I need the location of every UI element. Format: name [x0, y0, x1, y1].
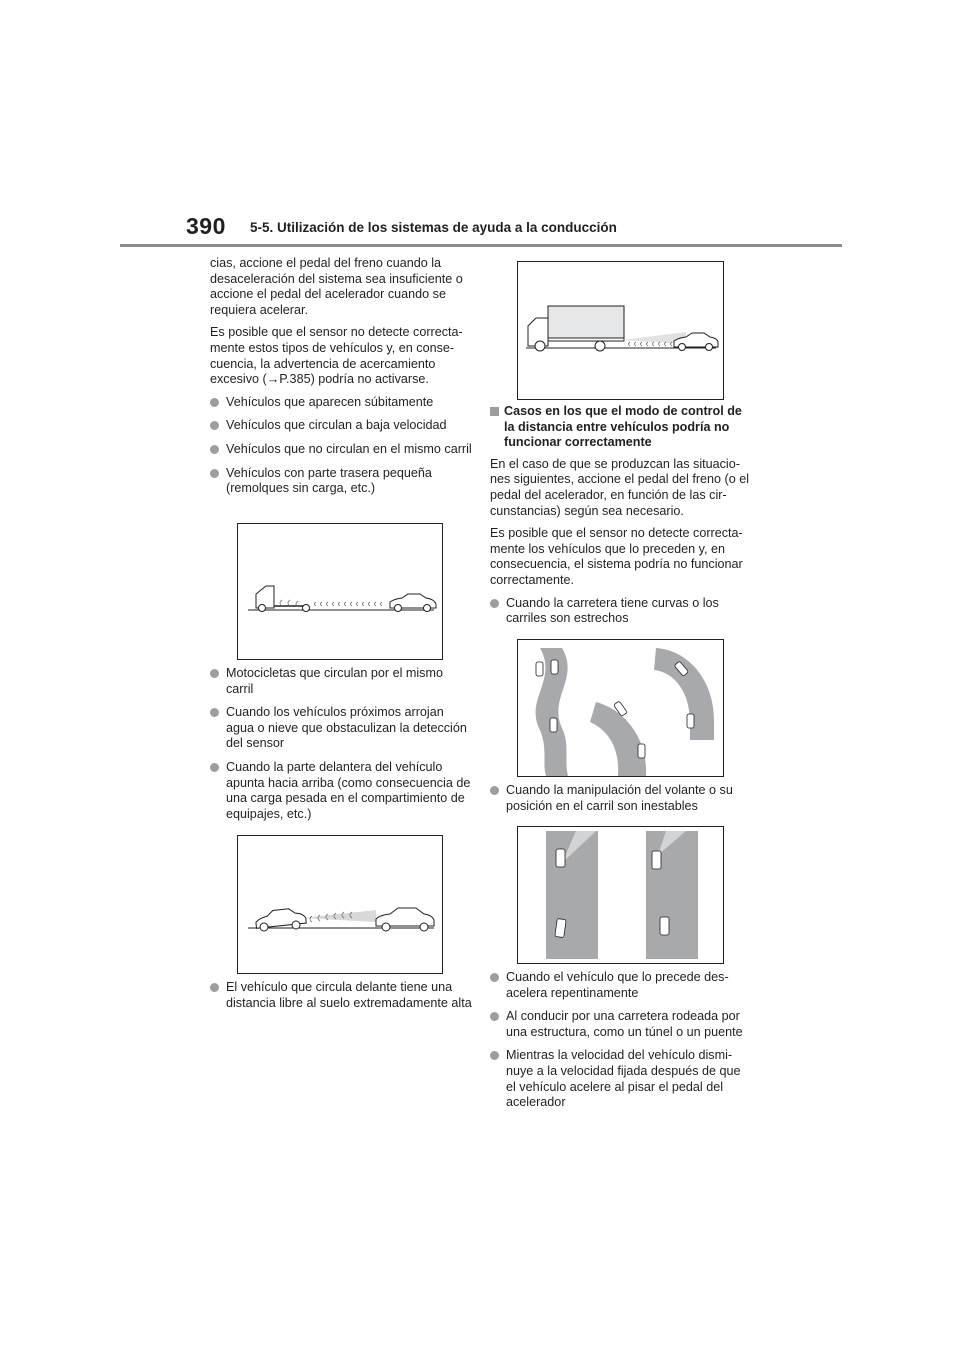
lane-position-illustration: [517, 826, 724, 964]
list-item: Vehículos que circulan a baja velocidad: [210, 418, 472, 434]
bullet-icon: [490, 599, 499, 608]
left-column-bullets-c: [210, 980, 472, 1019]
list-item: Vehículos que no circulan en el mismo carril: [210, 442, 472, 458]
bullet-icon: [210, 421, 219, 430]
section-title: 5-5. Utilización de los sistemas de ayuda a la conducción: [250, 220, 617, 235]
bullet-icon: [490, 973, 499, 982]
right-paragraph-1: En el caso de que se produzcan las situacio-nes siguientes, accione el pedal del freno (o el pedal del acelerador, en función de las cir-cunstancias) según sea necesario.: [490, 456, 750, 518]
list-item: El vehículo que circula delante tiene una distancia libre al suelo extremadamente alta: [210, 980, 472, 1011]
bullet-icon: [210, 398, 219, 407]
intro-paragraph-1: cias, accione el pedal del freno cuando la desaceleración del sistema sea insuficiente o accione el pedal del acelerador cuando se requiera acelerar.: [210, 256, 463, 317]
right-column: [490, 404, 752, 635]
list-item: Mientras la velocidad del vehículo dismi-nuye a la velocidad fijada después de que el vehículo acelere al pisar el pedal del acelerador: [490, 1048, 752, 1110]
list-item: Vehículos con parte trasera pequeña (remolques sin carga, etc.): [210, 466, 472, 497]
bullet-list-a: [210, 395, 472, 497]
square-bullet-icon: [490, 407, 499, 416]
header-divider: [120, 244, 842, 247]
list-item: Motocicletas que circulan por el mismo carril: [210, 666, 472, 697]
trailer-illustration: [237, 523, 443, 660]
bullet-icon: [210, 708, 219, 717]
high-clearance-illustration: [517, 261, 724, 400]
raised-front-illustration: [237, 835, 443, 974]
bullet-icon: [210, 983, 219, 992]
list-item: Cuando el vehículo que lo precede des-acelera repentinamente: [490, 970, 752, 1001]
list-item: Cuando la parte delantera del vehículo apunta hacia arriba (como consecuencia de una carga pesada en el compartimiento de equipajes, etc.): [210, 760, 472, 822]
bullet-icon: [490, 1012, 499, 1021]
curved-roads-illustration: [517, 639, 724, 777]
page-header: [0, 0, 960, 250]
right-paragraph-2: Es posible que el sensor no detecte correcta-mente los vehículos que lo preceden y, en consecuencia, el sistema podría no funcionar correctamente.: [490, 526, 743, 587]
list-item: Vehículos que aparecen súbitamente: [210, 395, 472, 411]
bullet-icon: [210, 445, 219, 454]
intro-paragraph-2: Es posible que el sensor no detecte correcta-mente estos tipos de vehículos y, en conse-cuencia, la advertencia de acercamiento excesivo (→P.385) podría no activarse.: [210, 325, 463, 387]
bullet-icon: [490, 1051, 499, 1060]
subheading: Casos en los que el modo de control de la distancia entre vehículos podría no funcionar correctamente: [490, 404, 752, 451]
list-item: Cuando la carretera tiene curvas o los carriles son estrechos: [490, 596, 752, 627]
right-column-bullets-b: [490, 783, 752, 822]
list-item: Cuando los vehículos próximos arrojan agua o nieve que obstaculizan la detección del sensor: [210, 705, 472, 752]
left-column-bullets-b: [210, 666, 472, 830]
list-item: Al conducir por una carretera rodeada por una estructura, como un túnel o un puente: [490, 1009, 752, 1040]
right-column-bullets-c: [490, 970, 752, 1119]
bullet-icon: [210, 763, 219, 772]
bullet-icon: [210, 669, 219, 678]
bullet-icon: [210, 469, 219, 478]
page-number: 390: [186, 213, 226, 239]
left-column: [210, 256, 472, 505]
list-item: Cuando la manipulación del volante o su posición en el carril son inestables: [490, 783, 752, 814]
bullet-icon: [490, 786, 499, 795]
